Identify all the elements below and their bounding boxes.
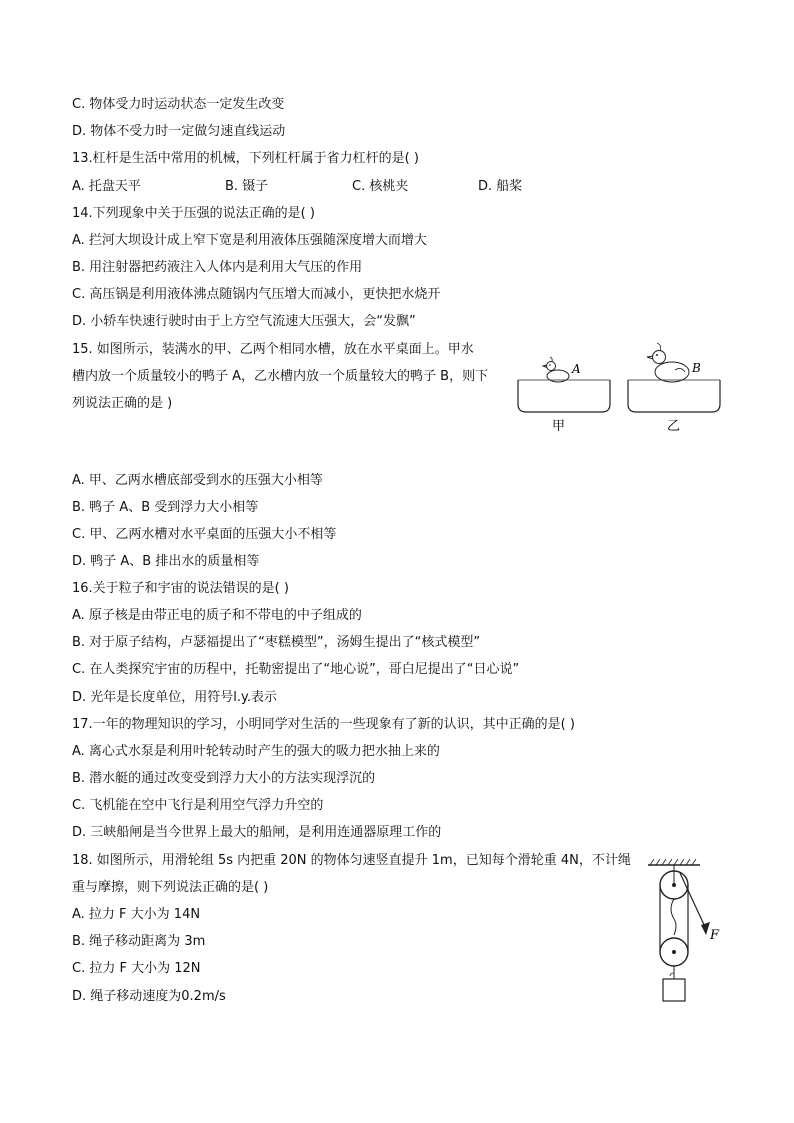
duck-b-icon — [647, 343, 689, 382]
q14-option-a: A. 拦河大坝设计成上窄下宽是利用液体压强随深度增大而增大 — [72, 233, 427, 248]
force-arrow-icon — [701, 922, 710, 935]
q16-stem: 16.关于粒子和宇宙的说法错误的是( ) — [72, 581, 289, 596]
duck-b-label: B — [692, 361, 701, 375]
q14-option-c: C. 高压锅是利用液体沸点随锅内气压增大而减小，更快把水烧开 — [72, 287, 441, 302]
q18-option-b: B. 绳子移动距离为 3m — [72, 934, 206, 949]
q12-option-c: C. 物体受力时运动状态一定发生改变 — [72, 97, 285, 112]
q16-option-c: C. 在人类探究宇宙的历程中，托勒密提出了“地心说”，哥白尼提出了“日心说” — [72, 662, 520, 677]
q18-option-c: C. 拉力 F 大小为 12N — [72, 961, 201, 976]
tank-right — [628, 380, 720, 412]
force-label: F — [710, 928, 720, 943]
q17-option-b: B. 潜水艇的通过改变受到浮力大小的方法实现浮沉的 — [72, 771, 376, 786]
q12-option-d: D. 物体不受力时一定做匀速直线运动 — [72, 124, 286, 139]
q15-option-a: A. 甲、乙两水槽底部受到水的压强大小相等 — [72, 473, 323, 488]
q13-option-b: B. 镊子 — [225, 179, 269, 194]
q17-stem: 17.一年的物理知识的学习，小明同学对生活的一些现象有了新的认识，其中正确的是( ) — [72, 717, 575, 732]
tank-left — [518, 380, 610, 412]
q16-option-d: D. 光年是长度单位，用符号l.y.表示 — [72, 690, 277, 705]
q14-stem: 14.下列现象中关于压强的说法正确的是( ) — [72, 206, 315, 221]
q13-option-c: C. 核桃夹 — [352, 179, 409, 194]
tank-right-label: 乙 — [667, 419, 681, 434]
q15-option-c: C. 甲、乙两水槽对水平桌面的压强大小不相等 — [72, 527, 337, 542]
q13-option-a: A. 托盘天平 — [72, 179, 141, 194]
q14-option-d: D. 小轿车快速行驶时由于上方空气流速大压强大，会“发飘” — [72, 314, 416, 329]
duck-a-label: A — [572, 362, 581, 376]
q15-stem-line-3: 列说法正确的是 ) — [72, 396, 173, 411]
tank-left-label: 甲 — [552, 419, 566, 434]
q13-options — [72, 177, 672, 197]
weight-block — [663, 979, 685, 1001]
q18-stem-line-2: 重与摩擦，则下列说法正确的是( ) — [72, 880, 269, 895]
q18-option-d: D. 绳子移动速度为0.2m/s — [72, 989, 226, 1004]
q18-stem-line-1: 18. 如图所示，用滑轮组 5s 内把重 20N 的物体匀速竖直提升 1m，已知每个滑轮重 4N，不计绳 — [72, 853, 631, 868]
q15-option-d: D. 鸭子 A、B 排出水的质量相等 — [72, 554, 260, 569]
q18-option-a: A. 拉力 F 大小为 14N — [72, 907, 201, 922]
q13-option-d: D. 船桨 — [478, 179, 523, 194]
q15-option-b: B. 鸭子 A、B 受到浮力大小相等 — [72, 500, 259, 515]
q15-stem-line-2: 槽内放一个质量较小的鸭子 A，乙水槽内放一个质量较大的鸭子 B，则下 — [72, 369, 489, 384]
q18-figure — [640, 855, 730, 1010]
q16-option-b: B. 对于原子结构，卢瑟福提出了“枣糕模型”，汤姆生提出了“核式模型” — [72, 635, 481, 650]
q17-option-a: A. 离心式水泵是利用叶轮转动时产生的强大的吸力把水抽上来的 — [72, 744, 440, 759]
q16-option-a: A. 原子核是由带正电的质子和不带电的中子组成的 — [72, 608, 362, 623]
q15-figure — [510, 340, 730, 435]
q15-stem-line-1: 15. 如图所示，装满水的甲、乙两个相同水槽，放在水平桌面上。甲水 — [72, 342, 474, 357]
q14-option-b: B. 用注射器把药液注入人体内是利用大气压的作用 — [72, 260, 363, 275]
q13-stem: 13.杠杆是生活中常用的机械，下列杠杆属于省力杠杆的是( ) — [72, 151, 419, 166]
duck-a-icon — [543, 357, 569, 382]
q17-option-d: D. 三峡船闸是当今世界上最大的船闸，是利用连通器原理工作的 — [72, 825, 442, 840]
q17-option-c: C. 飞机能在空中飞行是利用空气浮力升空的 — [72, 798, 324, 813]
